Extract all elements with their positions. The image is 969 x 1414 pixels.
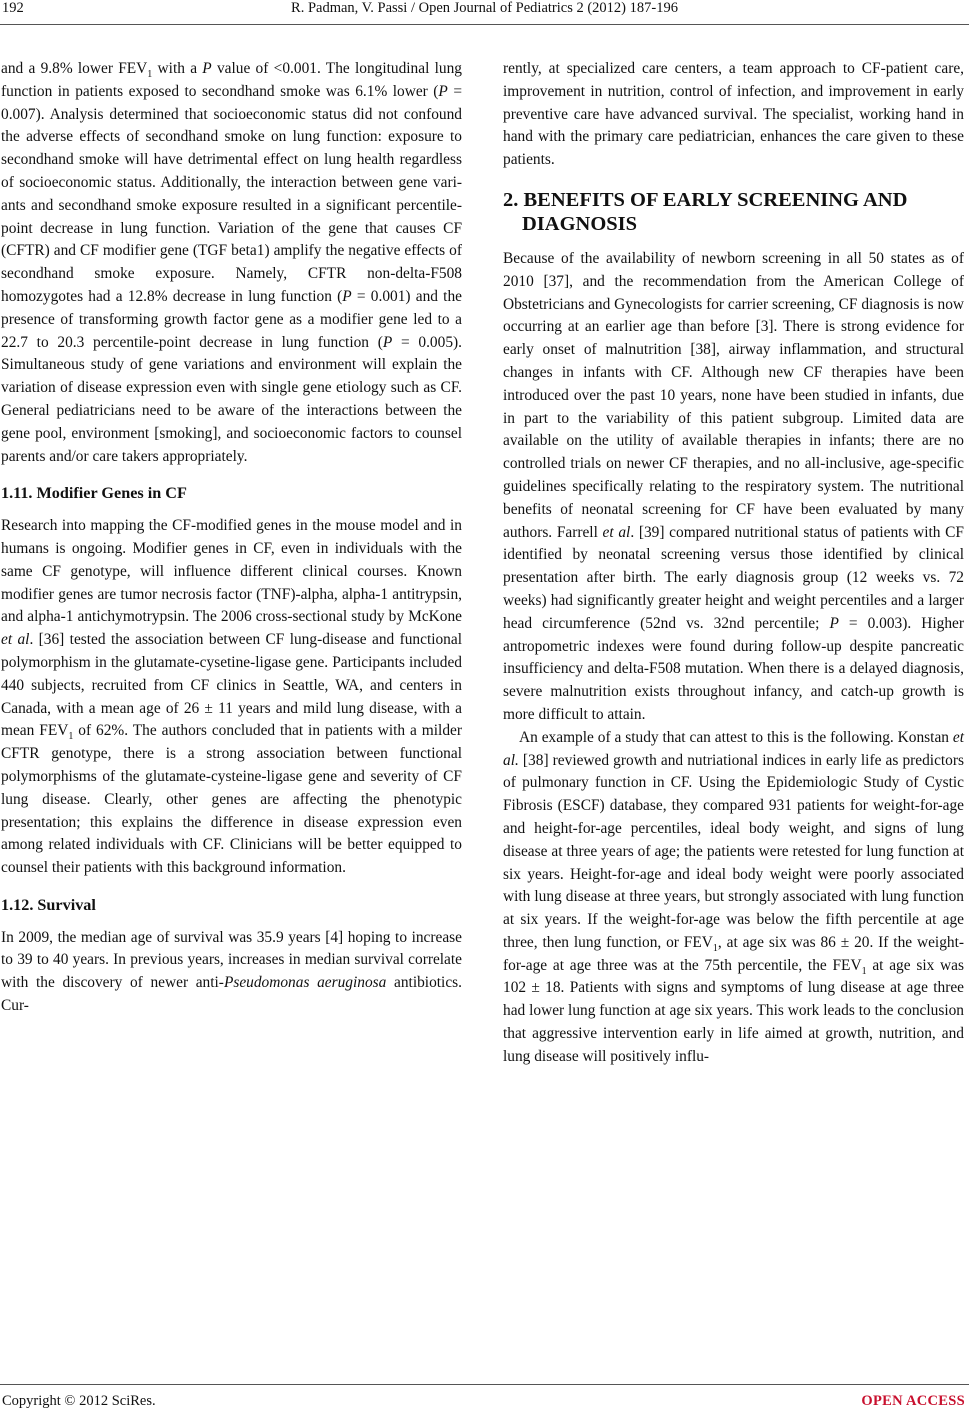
paragraph-konstan-study: An example of a study that can attest to this is the following. Konstan et al. [38] reviewed growth and nutriational indices in early life as predictors of pulmonary function in CF. Using the Epidemiologic Study of Cystic Fibrosis (ESCF) database, they compared 931 patients for weight-for-age and height-for-age percentiles, ideal body weight, and signs of lung disease at three years of age; the patients were retested for lung function at six years. Height-for-age and ideal body weight were poorly associated with lung disease at three years, but strongly associated with lung function at six years. If the weight-for-age was below the fifth percentile at age three, then lung function, or $FEV_1$, at age six was 86 ± 20. If the weight-for-age at age three was at the 75th percentile, the $FEV_1$ at age six was 102 ± 18. Patients with signs and symptoms of lung disease at age three had lower lung function at age six years. This work leads to the conclusion that aggressive intervention early in life aimed at growth, nutrition, and lung disease will positively influ-	[503, 728, 964, 1065]
running-head: R. Padman, V. Passi / Open Journal of Pediatrics 2 (2012) 187-196	[291, 0, 678, 16]
paragraph-survival: In 2009, the median age of survival was 35.9 years [4] hoping to increase to 39 to 40 years. In previous years, increases in median survival correlate with the discovery of newer anti-Pseudomonas aeruginosa antibiotics. Cur-	[1, 928, 462, 1015]
open-access-label[interactable]: OPEN ACCESS	[861, 1393, 965, 1409]
copyright-notice: Copyright © 2012 SciRes.	[2, 1393, 156, 1409]
header-rule	[0, 24, 969, 25]
section-heading-early-screening: 2. BENEFITS OF EARLY SCREENING AND DIAGNOSIS	[503, 188, 908, 235]
paragraph-newborn-screening: Because of the availability of newborn screening in all 50 states as of 2010 [37], and the recommendation from the American College of Obstetricians and Gynecologists for carrier screening, CF diagnosis is now occurring at an earlier age than before [3]. There is strong evidence for early onset of malnutrition [38], airway inflammation, and structural changes in infants with CF. Although new CF therapies have been introduced over the past 10 years, none have been studied in infants, due in part to the variability of this patient subgroup. Limited data are available on the utility of available therapies in infants; there are no controlled trials on newer CF therapies, and no all-inclusive, age-specific guidelines specifically relating to the respiratory system. The nutritional benefits of neonatal screening for CF have been evaluated by many authors. Farrell et al. [39] compared nutritional status of patients with CF identified by neonatal screening versus those identified by clinical presentation after birth. The early diagnosis group (12 weeks vs. 72 weeks) had significantly greater height and weight percentiles and a larger head circumference (52nd vs. 32nd percentile; P = 0.003). Higher antropometric indexes were found during follow-up despite pancreatic insufficiency and delta-F508 mutation. When there is a delayed diagnosis, severe malnutrition exists throughout infancy, and catch-up growth is more difficult to attain.	[503, 249, 964, 723]
paragraph-survival-continued: rently, at specialized care centers, a team approach to CF-patient care, improvement in nutrition, control of infection, and improvement in early preventive care have advanced survival. The specialist, working hand in hand with the primary care pediatrician, enhances the care given to these patients.	[503, 60, 964, 169]
left-column	[1, 58, 462, 1018]
section-heading-survival: 1.12. Survival	[1, 895, 96, 914]
paragraph-modifier-genes: Research into mapping the CF-modified genes in the mouse model and in humans is ongoing. Modifier genes in CF, even in individuals with the same CF genotype, will influence different clinical courses. Known modifier genes are tumor necrosis factor (TNF)-alpha, alpha-1 antitrypsin, and alpha-1 antichymotrypsin. The 2006 cross-sectional study by McKone et al. [36] tested the association between CF lung-disease and functional polymorphism in the glutamate-cysetine-ligase gene. Participants included 440 subjects, recruited from CF clinics in Seattle, WA, and centers in Canada, with a mean age of 26 ± 11 years and mild lung disease, with a mean $FEV_1$ of 62%. The authors concluded that in patients with a milder CFTR genotype, there is a strong association between functional polymorphisms of the glutamate-cysteine-ligase gene and severity of CF lung disease. Clearly, other genes are affecting the phenotypic presentation; this explains the difference in disease expression even among related individuals with CF. Clinicians will be better equipped to counsel their patients with this background information.	[1, 517, 462, 877]
section-heading-modifier-genes: 1.11. Modifier Genes in CF	[1, 484, 187, 503]
footer-rule	[0, 1384, 969, 1385]
page-number: 192	[2, 0, 24, 16]
page-header	[0, 0, 969, 22]
paragraph-secondhand-smoke: and a 9.8% lower $FEV_1$ with a P value of <0.001. The longitudinal lung function in patients exposed to secondhand smoke was 6.1% lower (P = 0.007). Analysis determined that socioeconomic status did not confound the adverse effects of secondhand smoke on lung function: exposure to secondhand smoke will have detrimental effect on lung health regardless of socioeconomic status. Additionally, the interaction between gene variants and secondhand smoke exposure resulted in a significant percentile-point decrease in lung function. Variation of the gene that causes CF (CFTR) and CF modifier gene (TGF beta1) amplify the negative effects of secondhand smoke exposure. Namely, CFTR non-delta-F508 homozygotes had a 12.8% decrease in lung function (P = 0.001) and the presence of transforming growth factor gene as a modifier gene led to a 22.7 to 20.3 percentile-point decrease in lung function (P = 0.005). Simultaneous study of gene variations and environment will explain the variation of disease expression even with single gene etiology such as CF. General pediatricians need to be aware of the interactions between the gene pool, environment [smoking], and socioeconomic factors to counsel parents and/or care takers appropriately.	[1, 60, 462, 465]
right-column	[503, 58, 964, 1069]
